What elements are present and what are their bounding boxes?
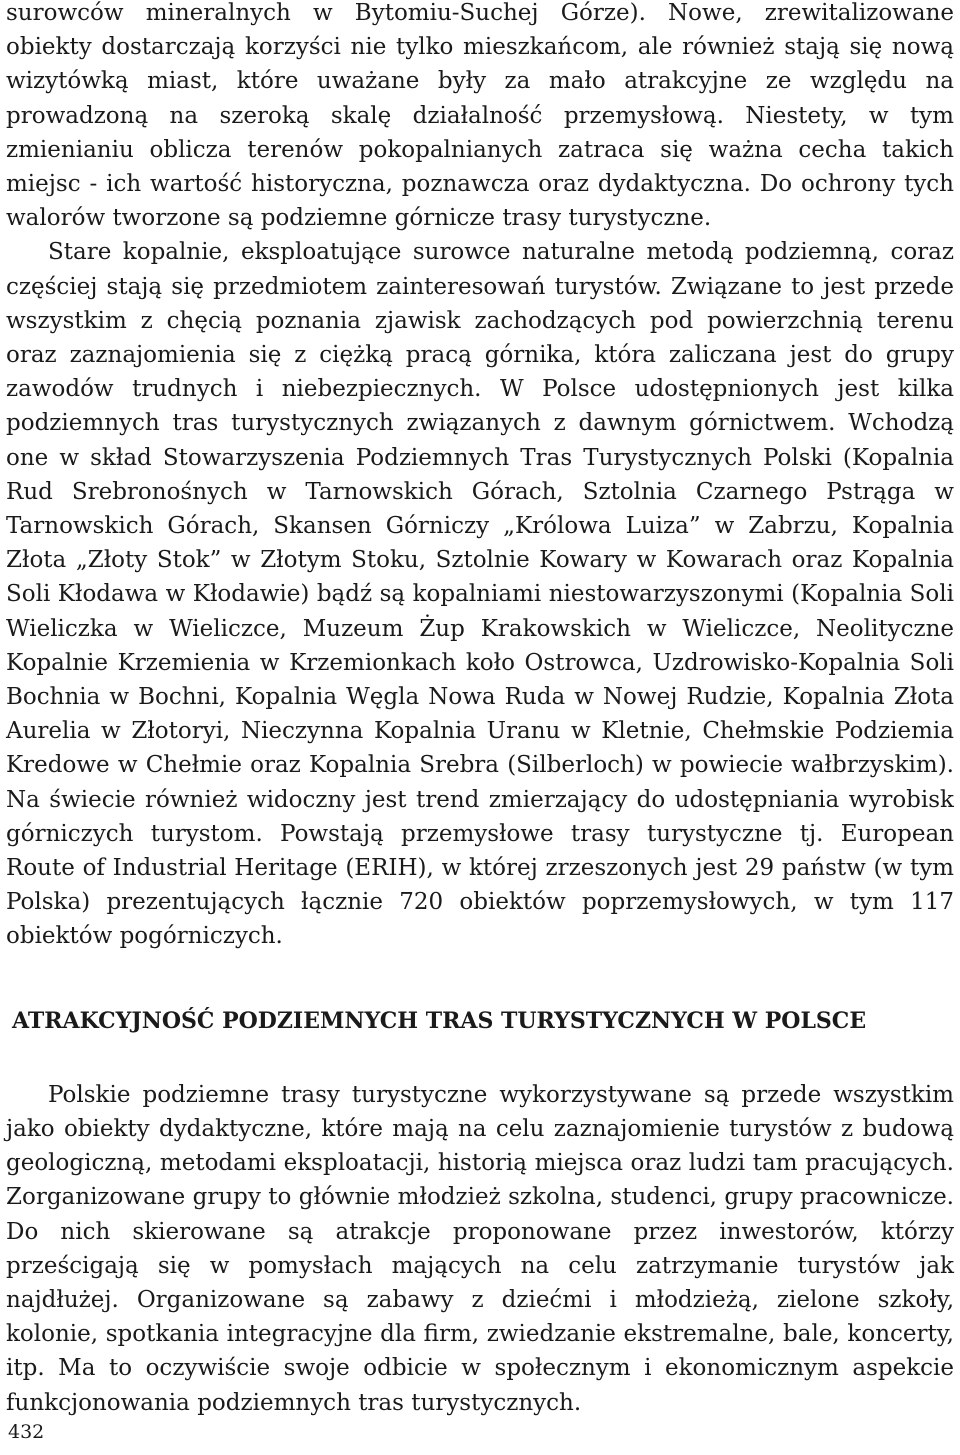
page-number: 432 [8,1421,45,1443]
section-heading: ATRAKCYJNOŚĆ PODZIEMNYCH TRAS TURYSTYCZNYCH W POLSCE [12,1007,867,1034]
document-page [6,0,954,1420]
paragraph-1: surowców mineralnych w Bytomiu-Suchej Górze). Nowe, zrewitalizowane obiekty dostarczają korzyści nie tylko mieszkańcom, ale również stają się nową wizytówką miast, które uważane były za mało atrakcyjne ze względu na prowadzoną na szeroką skalę działalność przemysłową. Niestety, w tym zmienianiu oblicza terenów pokopalnianych zatraca się ważna cecha takich miejsc - ich wartość historyczna, poznawcza oraz dydaktyczna. Do ochrony tych walorów tworzone są podziemne górnicze trasy turystyczne. [6,0,954,232]
paragraph-3: Polskie podziemne trasy turystyczne wykorzystywane są przede wszystkim jako obiekty dydaktyczne, które mają na celu zaznajomienie turystów z budową geologiczną, metodami eksploatacji, historią miejsca oraz ludzi tam pracujących. Zorganizowane grupy to głównie młodzież szkolna, studenci, grupy pracownicze. Do nich skierowane są atrakcje proponowane przez inwestorów, którzy prześcigają się w pomysłach mających na celu zatrzymanie turystów jak najdłużej. Organizowane są zabawy z dziećmi i młodzieżą, zielone szkoły, kolonie, spotkania integracyjne dla firm, zwiedzanie ekstremalne, bale, koncerty, itp. Ma to oczywiście swoje odbicie w społecznym i ekonomicznym aspekcie funkcjonowania podziemnych tras turystycznych. [6,1081,954,1416]
paragraph-2: Stare kopalnie, eksploatujące surowce naturalne metodą podziemną, coraz częściej stają się przedmiotem zainteresowań turystów. Związane to jest przede wszystkim z chęcią poznania zjawisk zachodzących pod powierzchnią terenu oraz zaznajomienia się z ciężką pracą górnika, która zaliczana jest do grupy zawodów trudnych i niebezpiecznych. W Polsce udostępnionych jest kilka podziemnych tras turystycznych związanych z dawnym górnictwem. Wchodzą one w skład Stowarzyszenia Podziemnych Tras Turystycznych Polski (Kopalnia Rud Srebronośnych w Tarnowskich Górach, Sztolnia Czarnego Pstrąga w Tarnowskich Górach, Skansen Górniczy „Królowa Luiza” w Zabrzu, Kopalnia Złota „Złoty Stok” w Złotym Stoku, Sztolnie Kowary w Kowarach oraz Kopalnia Soli Kłodawa w Kłodawie) bądź są kopalniami niestowarzyszonymi (Kopalnia Soli Wieliczka w Wieliczce, Muzeum Żup Krakowskich w Wieliczce, Neolityczne Kopalnie Krzemienia w Krzemionkach koło Ostrowca, Uzdrowisko-Kopalnia Soli Bochnia w Bochni, Kopalnia Węgla Nowa Ruda w Nowej Rudzie, Kopalnia Złota Aurelia w Złotoryi, Nieczynna Kopalnia Uranu w Kletnie, Chełmskie Podziemia Kredowe w Chełmie oraz Kopalnia Srebra (Silberloch) w powiecie wałbrzyskim). Na świecie również widoczny jest trend zmierzający do udostępniania wyrobisk górniczych turystom. Powstają przemysłowe trasy turystyczne tj. European Route of Industrial Heritage (ERIH), w której zrzeszonych jest 29 państw (w tym Polska) prezentujących łącznie 720 obiektów poprzemysłowych, w tym 117 obiektów pogórniczych. [6,239,954,950]
